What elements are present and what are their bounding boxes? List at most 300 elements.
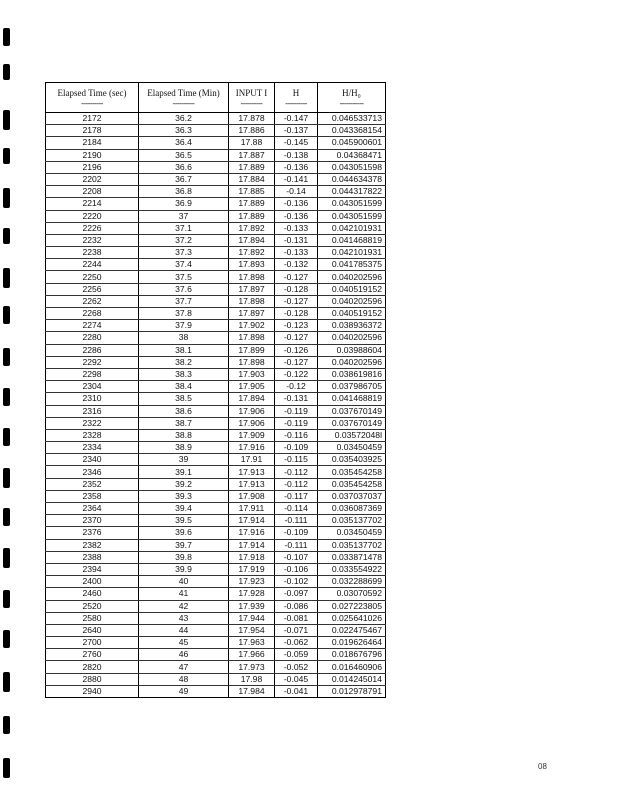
table-cell: 38.5 — [139, 393, 229, 405]
table-cell: 0.043051598 — [318, 161, 386, 173]
table-cell: -0.052 — [275, 661, 318, 673]
table-row — [46, 234, 386, 246]
table-cell: 0.042101931 — [318, 222, 386, 234]
table-cell: -0.119 — [275, 417, 318, 429]
table-cell: 0.04368471 — [318, 149, 386, 161]
table-row — [46, 271, 386, 283]
table-cell: 0.042101931 — [318, 247, 386, 259]
table-cell: 2352 — [46, 478, 139, 490]
table-cell: 0.045900601 — [318, 137, 386, 149]
table-row — [46, 417, 386, 429]
table-cell: 0.043051599 — [318, 198, 386, 210]
binder-hole-mark — [3, 672, 10, 692]
table-cell: 17.894 — [229, 393, 275, 405]
table-cell: 17.892 — [229, 247, 275, 259]
table-cell: -0.109 — [275, 442, 318, 454]
table-cell: 38.6 — [139, 405, 229, 417]
table-row — [46, 442, 386, 454]
table-row — [46, 320, 386, 332]
table-cell: 2172 — [46, 113, 139, 125]
table-cell: -0.136 — [275, 210, 318, 222]
table-cell: 2346 — [46, 466, 139, 478]
table-cell: 17.928 — [229, 588, 275, 600]
table-row — [46, 588, 386, 600]
table-cell: 2940 — [46, 685, 139, 697]
table-cell: 0.043368154 — [318, 125, 386, 137]
table-cell: 2580 — [46, 612, 139, 624]
table-cell: -0.131 — [275, 393, 318, 405]
table-cell: -0.111 — [275, 539, 318, 551]
table-cell: 37.3 — [139, 247, 229, 259]
table-cell: 0.033554922 — [318, 563, 386, 575]
table-cell: 17.902 — [229, 320, 275, 332]
table-cell: -0.141 — [275, 173, 318, 185]
table-cell: 0.012978791 — [318, 685, 386, 697]
table-row — [46, 563, 386, 575]
table-cell: -0.109 — [275, 527, 318, 539]
table-cell: 36.8 — [139, 186, 229, 198]
table-cell: 37 — [139, 210, 229, 222]
table-cell: -0.111 — [275, 515, 318, 527]
table-cell: 2304 — [46, 381, 139, 393]
table-cell: 17.939 — [229, 600, 275, 612]
table-cell: 39.1 — [139, 466, 229, 478]
table-cell: 37.6 — [139, 283, 229, 295]
table-cell: 2388 — [46, 551, 139, 563]
table-cell: 0.038619816 — [318, 368, 386, 380]
table-row — [46, 454, 386, 466]
table-cell: 17.908 — [229, 490, 275, 502]
table-cell: -0.117 — [275, 490, 318, 502]
table-cell: 17.963 — [229, 637, 275, 649]
table-cell: 17.966 — [229, 649, 275, 661]
table-cell: 0.041468819 — [318, 393, 386, 405]
table-cell: 2190 — [46, 149, 139, 161]
table-cell: 0.046533713 — [318, 113, 386, 125]
table-row — [46, 429, 386, 441]
table-row — [46, 685, 386, 697]
table-cell: 17.878 — [229, 113, 275, 125]
table-cell: 37.7 — [139, 295, 229, 307]
table-row — [46, 612, 386, 624]
table-row — [46, 503, 386, 515]
table-cell: 2700 — [46, 637, 139, 649]
table-cell: 0.035403925 — [318, 454, 386, 466]
table-cell: 39.6 — [139, 527, 229, 539]
table-cell: 37.9 — [139, 320, 229, 332]
table-body — [46, 113, 386, 698]
table-cell: 42 — [139, 600, 229, 612]
table-row — [46, 283, 386, 295]
table-cell: 2298 — [46, 368, 139, 380]
table-cell: -0.12 — [275, 381, 318, 393]
table-cell: -0.132 — [275, 259, 318, 271]
table-cell: 2880 — [46, 673, 139, 685]
table-row — [46, 332, 386, 344]
table-cell: 2238 — [46, 247, 139, 259]
table-cell: 2286 — [46, 344, 139, 356]
table-cell: -0.112 — [275, 466, 318, 478]
table-row — [46, 393, 386, 405]
table-cell: 17.903 — [229, 368, 275, 380]
table-row — [46, 149, 386, 161]
table-cell: 36.6 — [139, 161, 229, 173]
table-cell: 39.2 — [139, 478, 229, 490]
table-cell: 17.886 — [229, 125, 275, 137]
table-cell: 17.909 — [229, 429, 275, 441]
table-cell: 17.914 — [229, 515, 275, 527]
table-cell: 0.040202596 — [318, 356, 386, 368]
table-row — [46, 137, 386, 149]
table-cell: 37.1 — [139, 222, 229, 234]
table-cell: 17.898 — [229, 332, 275, 344]
table-cell: 17.918 — [229, 551, 275, 563]
binder-hole-mark — [3, 348, 10, 366]
table-cell: 2364 — [46, 503, 139, 515]
table-cell: 2256 — [46, 283, 139, 295]
table-cell: 17.889 — [229, 210, 275, 222]
table-cell: -0.107 — [275, 551, 318, 563]
table-cell: 0.036087369 — [318, 503, 386, 515]
table-cell: 2292 — [46, 356, 139, 368]
table-cell: 0.044317822 — [318, 186, 386, 198]
table-cell: 39.9 — [139, 563, 229, 575]
table-cell: 17.887 — [229, 149, 275, 161]
table-cell: 2358 — [46, 490, 139, 502]
table-cell: 17.973 — [229, 661, 275, 673]
table-row — [46, 222, 386, 234]
table-row — [46, 381, 386, 393]
table-cell: 2370 — [46, 515, 139, 527]
table-cell: -0.059 — [275, 649, 318, 661]
table-cell: 17.906 — [229, 405, 275, 417]
table-row — [46, 515, 386, 527]
table-row — [46, 247, 386, 259]
table-cell: -0.136 — [275, 198, 318, 210]
table-cell: 47 — [139, 661, 229, 673]
table-cell: 17.905 — [229, 381, 275, 393]
table-cell: -0.127 — [275, 356, 318, 368]
table-cell: 0.037986705 — [318, 381, 386, 393]
header-elapsed-sec: Elapsed Time (sec) ---------- — [46, 83, 139, 113]
table-cell: 17.914 — [229, 539, 275, 551]
table-cell: 0.019626464 — [318, 637, 386, 649]
table-cell: 0.037670149 — [318, 405, 386, 417]
table-header-row — [46, 83, 386, 113]
binder-hole-mark — [3, 468, 10, 488]
table-cell: -0.126 — [275, 344, 318, 356]
table-cell: 2226 — [46, 222, 139, 234]
table-cell: 0.03450459 — [318, 527, 386, 539]
table-cell: 0.038936372 — [318, 320, 386, 332]
table-cell: 2322 — [46, 417, 139, 429]
table-cell: 2280 — [46, 332, 139, 344]
table-cell: 2310 — [46, 393, 139, 405]
table-cell: -0.102 — [275, 576, 318, 588]
table-cell: 17.954 — [229, 624, 275, 636]
table-cell: -0.138 — [275, 149, 318, 161]
table-cell: 17.919 — [229, 563, 275, 575]
table-cell: 36.2 — [139, 113, 229, 125]
table-cell: 36.5 — [139, 149, 229, 161]
table-cell: 2460 — [46, 588, 139, 600]
table-cell: 17.898 — [229, 271, 275, 283]
binder-hole-mark — [3, 548, 10, 568]
table-row — [46, 527, 386, 539]
table-row — [46, 490, 386, 502]
table-cell: 0.040519152 — [318, 308, 386, 320]
table-cell: 2334 — [46, 442, 139, 454]
table-cell: 0.041785375 — [318, 259, 386, 271]
table-row — [46, 673, 386, 685]
table-cell: 17.897 — [229, 283, 275, 295]
table-cell: -0.081 — [275, 612, 318, 624]
table-cell: -0.106 — [275, 563, 318, 575]
header-h-ratio: H/H₀ ----------- — [318, 83, 386, 113]
table-cell: 2196 — [46, 161, 139, 173]
table-cell: 41 — [139, 588, 229, 600]
table-row — [46, 405, 386, 417]
table-cell: 17.889 — [229, 161, 275, 173]
table-cell: -0.128 — [275, 308, 318, 320]
table-cell: -0.097 — [275, 588, 318, 600]
table-cell: -0.115 — [275, 454, 318, 466]
binder-hole-mark — [3, 590, 10, 608]
table-cell: 38.7 — [139, 417, 229, 429]
table-row — [46, 661, 386, 673]
table-cell: 43 — [139, 612, 229, 624]
table-cell: 2184 — [46, 137, 139, 149]
table-cell: 0.040202596 — [318, 271, 386, 283]
table-cell: -0.127 — [275, 271, 318, 283]
table-row — [46, 649, 386, 661]
table-cell: 38.8 — [139, 429, 229, 441]
table-cell: 39.7 — [139, 539, 229, 551]
table-cell: 45 — [139, 637, 229, 649]
table-row — [46, 210, 386, 222]
table-cell: -0.137 — [275, 125, 318, 137]
table-cell: 17.88 — [229, 137, 275, 149]
table-cell: 0.03450459 — [318, 442, 386, 454]
table-cell: 0.03070592 — [318, 588, 386, 600]
table-cell: 2250 — [46, 271, 139, 283]
binder-hole-mark — [3, 228, 10, 244]
table-cell: 2202 — [46, 173, 139, 185]
table-cell: 0.03988604 — [318, 344, 386, 356]
binder-hole-mark — [3, 630, 10, 648]
binder-hole-mark — [3, 388, 10, 406]
table-cell: 2382 — [46, 539, 139, 551]
table-cell: 0.035137702 — [318, 515, 386, 527]
table-cell: 48 — [139, 673, 229, 685]
table-cell: 36.3 — [139, 125, 229, 137]
table-row — [46, 600, 386, 612]
table-cell: 17.944 — [229, 612, 275, 624]
table-cell: 37.5 — [139, 271, 229, 283]
table-row — [46, 356, 386, 368]
table-cell: 2208 — [46, 186, 139, 198]
binder-hole-mark — [3, 428, 10, 446]
table-cell: 17.889 — [229, 198, 275, 210]
table-cell: 37.2 — [139, 234, 229, 246]
table-cell: 17.885 — [229, 186, 275, 198]
table-cell: 44 — [139, 624, 229, 636]
table-cell: 2274 — [46, 320, 139, 332]
table-cell: -0.127 — [275, 295, 318, 307]
table-cell: 0.03572048l — [318, 429, 386, 441]
table-row — [46, 198, 386, 210]
table-cell: 0.044634378 — [318, 173, 386, 185]
table-cell: 37.4 — [139, 259, 229, 271]
table-cell: 0.040202596 — [318, 295, 386, 307]
table-cell: -0.131 — [275, 234, 318, 246]
table-cell: 2262 — [46, 295, 139, 307]
table-cell: 36.9 — [139, 198, 229, 210]
table-row — [46, 173, 386, 185]
header-h: H ---------- — [275, 83, 318, 113]
table-cell: 0.043051599 — [318, 210, 386, 222]
table-cell: 0.014245014 — [318, 673, 386, 685]
table-cell: 2760 — [46, 649, 139, 661]
table-cell: 2220 — [46, 210, 139, 222]
binder-hole-mark — [3, 110, 10, 130]
table-row — [46, 637, 386, 649]
table-cell: -0.114 — [275, 503, 318, 515]
table-cell: -0.128 — [275, 283, 318, 295]
table-cell: -0.145 — [275, 137, 318, 149]
table-cell: 0.037670149 — [318, 417, 386, 429]
binder-hole-mark — [3, 716, 10, 734]
table-cell: 0.032288699 — [318, 576, 386, 588]
table-row — [46, 161, 386, 173]
table-cell: 38.2 — [139, 356, 229, 368]
binder-hole-mark — [3, 758, 10, 778]
table-row — [46, 308, 386, 320]
table-cell: 39 — [139, 454, 229, 466]
table-cell: 0.018676796 — [318, 649, 386, 661]
table-cell: -0.071 — [275, 624, 318, 636]
table-cell: 0.035454258 — [318, 478, 386, 490]
table-cell: -0.123 — [275, 320, 318, 332]
table-row — [46, 478, 386, 490]
table-cell: 38.4 — [139, 381, 229, 393]
table-cell: 2400 — [46, 576, 139, 588]
table-cell: 38.3 — [139, 368, 229, 380]
table-cell: 0.040202596 — [318, 332, 386, 344]
table-cell: 17.98 — [229, 673, 275, 685]
data-table — [45, 82, 386, 698]
table-cell: -0.119 — [275, 405, 318, 417]
table-cell: 2328 — [46, 429, 139, 441]
table-cell: 17.898 — [229, 295, 275, 307]
table-cell: 38.1 — [139, 344, 229, 356]
binder-hole-mark — [3, 188, 10, 208]
table-cell: 17.984 — [229, 685, 275, 697]
header-input: INPUT I ---------- — [229, 83, 275, 113]
table-cell: 39.5 — [139, 515, 229, 527]
table-cell: 17.892 — [229, 222, 275, 234]
binder-hole-mark — [3, 28, 10, 46]
table-cell: 0.035137702 — [318, 539, 386, 551]
table-cell: -0.136 — [275, 161, 318, 173]
table-cell: 2178 — [46, 125, 139, 137]
table-cell: 0.035454258 — [318, 466, 386, 478]
table-row — [46, 368, 386, 380]
table-cell: 2214 — [46, 198, 139, 210]
table-cell: 39.3 — [139, 490, 229, 502]
table-cell: 40 — [139, 576, 229, 588]
table-cell: 2376 — [46, 527, 139, 539]
table-cell: 38.9 — [139, 442, 229, 454]
header-elapsed-min: Elapsed Time (Min) ---------- — [139, 83, 229, 113]
table-cell: 0.037037037 — [318, 490, 386, 502]
table-cell: 36.4 — [139, 137, 229, 149]
table-cell: -0.122 — [275, 368, 318, 380]
table-row — [46, 344, 386, 356]
table-cell: 0.025641026 — [318, 612, 386, 624]
table-cell: 2316 — [46, 405, 139, 417]
table-cell: 2340 — [46, 454, 139, 466]
table-cell: 2232 — [46, 234, 139, 246]
table-cell: 2820 — [46, 661, 139, 673]
table-cell: 2640 — [46, 624, 139, 636]
table-cell: 39.8 — [139, 551, 229, 563]
table-cell: 17.913 — [229, 478, 275, 490]
table-cell: 17.913 — [229, 466, 275, 478]
table-cell: 17.911 — [229, 503, 275, 515]
table-cell: -0.086 — [275, 600, 318, 612]
table-row — [46, 186, 386, 198]
table-row — [46, 576, 386, 588]
table-cell: 17.893 — [229, 259, 275, 271]
table-cell: 0.022475467 — [318, 624, 386, 636]
binder-hole-mark — [3, 268, 10, 288]
binder-hole-mark — [3, 508, 10, 526]
table-cell: 38 — [139, 332, 229, 344]
table-cell: -0.045 — [275, 673, 318, 685]
table-cell: 49 — [139, 685, 229, 697]
table-cell: 17.898 — [229, 356, 275, 368]
table-cell: 0.033871478 — [318, 551, 386, 563]
table-cell: 17.916 — [229, 527, 275, 539]
table-cell: -0.147 — [275, 113, 318, 125]
table-cell: 2244 — [46, 259, 139, 271]
table-cell: -0.133 — [275, 222, 318, 234]
table-row — [46, 539, 386, 551]
table-cell: 2394 — [46, 563, 139, 575]
table-row — [46, 466, 386, 478]
binder-hole-mark — [3, 148, 10, 164]
table-row — [46, 624, 386, 636]
table-cell: -0.041 — [275, 685, 318, 697]
table-cell: -0.127 — [275, 332, 318, 344]
table-cell: -0.116 — [275, 429, 318, 441]
table-cell: 0.040519152 — [318, 283, 386, 295]
table-cell: 17.923 — [229, 576, 275, 588]
page-mark: 08 — [538, 762, 547, 771]
table-row — [46, 113, 386, 125]
binder-hole-mark — [3, 306, 10, 324]
binder-hole-mark — [3, 64, 10, 80]
table-cell: -0.062 — [275, 637, 318, 649]
table-cell: -0.133 — [275, 247, 318, 259]
table-cell: 17.91 — [229, 454, 275, 466]
table-cell: 0.041468819 — [318, 234, 386, 246]
table-row — [46, 125, 386, 137]
table-cell: 0.027223805 — [318, 600, 386, 612]
table-cell: 2520 — [46, 600, 139, 612]
table-cell: -0.112 — [275, 478, 318, 490]
